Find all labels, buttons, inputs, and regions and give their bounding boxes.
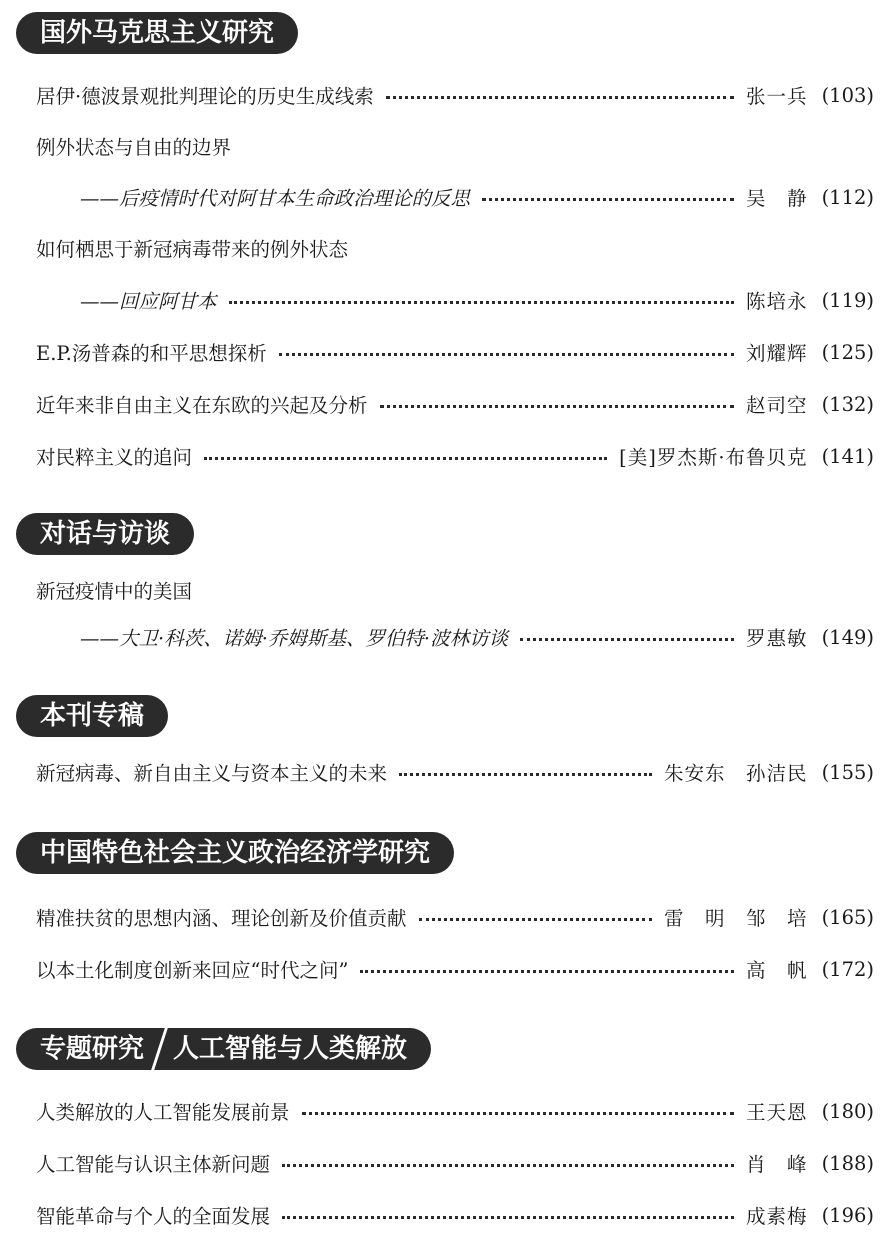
toc-entry[interactable] [36,902,874,932]
entry-subtitle: ——回应阿甘本 [80,290,217,313]
entry-page: (103) [821,83,874,107]
toc-entry[interactable] [36,1200,874,1230]
entry-page: (149) [821,625,874,649]
entry-title: 精准扶贫的思想内涵、理论创新及价值贡献 [36,907,407,930]
entry-title: 近年来非自由主义在东欧的兴起及分析 [36,394,368,417]
dot-leader [399,773,652,776]
entry-title: 新冠病毒、新自由主义与资本主义的未来 [36,762,388,785]
section-heading-label: 中国特色社会主义政治经济学研究 [40,838,431,868]
dot-leader [282,1164,734,1167]
toc-entry[interactable] [36,131,874,161]
entry-page: (125) [821,340,874,364]
entry-title: E.P.汤普森的和平思想探析 [36,342,267,365]
entry-subtitle: ——大卫·科茨、诺姆·乔姆斯基、罗伯特·波林访谈 [80,627,509,650]
toc-entry[interactable] [36,954,874,984]
toc-entry[interactable] [36,1148,874,1178]
entry-title: 对民粹主义的追问 [36,446,193,469]
section-heading-label: 国外马克思主义研究 [40,18,275,48]
entry-author: 朱安东 孙洁民 [664,762,808,785]
dot-leader [520,638,734,641]
section-heading [16,1028,431,1070]
dot-leader [360,970,734,973]
dot-leader [302,1112,735,1115]
entry-page: (165) [821,905,874,929]
entry-title: 例外状态与自由的边界 [36,136,232,159]
entry-author: 高 帆 [746,959,808,982]
entry-title: 如何栖思于新冠病毒带来的例外状态 [36,238,349,261]
entry-author: 成素梅 [746,1205,808,1228]
entry-page: (180) [821,1099,874,1123]
toc-entry[interactable] [36,1096,874,1126]
entry-author: 张一兵 [746,85,808,108]
toc-entry[interactable] [36,441,874,471]
dot-leader [279,353,734,356]
entry-author: 肖 峰 [746,1153,808,1176]
entry-page: (155) [821,760,874,784]
entry-page: (132) [821,392,874,416]
entry-page: (188) [821,1151,874,1175]
toc-entry[interactable] [36,757,874,787]
section-heading-label: 对话与访谈 [40,519,171,549]
heading-divider [151,1027,168,1071]
entry-title: 新冠疫情中的美国 [36,580,193,603]
entry-title: 人工智能与认识主体新问题 [36,1153,271,1176]
entry-page: (119) [821,288,874,312]
entry-page: (196) [821,1203,874,1227]
toc-entry[interactable] [36,182,874,212]
entry-author: 雷 明 邹 培 [664,907,808,930]
entry-author: 赵司空 [746,394,808,417]
dot-leader [419,918,653,921]
entry-author: 罗惠敏 [746,627,808,650]
section-heading-label: 专题研究 [40,1034,145,1064]
toc-entry[interactable] [36,622,874,652]
toc-entry[interactable] [36,337,874,367]
section-heading-sublabel: 人工智能与人类解放 [173,1034,408,1064]
entry-author: 陈培永 [746,290,808,313]
entry-page: (112) [821,185,874,209]
section-heading-label: 本刊专稿 [40,701,145,731]
dot-leader [204,457,607,460]
toc-entry[interactable] [36,389,874,419]
dot-leader [282,1216,734,1219]
section-heading [16,695,168,737]
entry-page: (172) [821,957,874,981]
entry-title: 居伊·德波景观批判理论的历史生成线索 [36,85,374,108]
section-heading [16,12,298,54]
entry-page: (141) [821,444,874,468]
entry-author: 王天恩 [746,1101,808,1124]
entry-subtitle: ——后疫情时代对阿甘本生命政治理论的反思 [80,187,471,210]
dot-leader [482,198,734,201]
dot-leader [229,301,735,304]
section-heading [16,513,194,555]
entry-title: 人类解放的人工智能发展前景 [36,1101,290,1124]
toc-entry[interactable] [36,285,874,315]
dot-leader [386,96,734,99]
entry-title: 智能革命与个人的全面发展 [36,1205,271,1228]
entry-author: 刘耀辉 [746,342,808,365]
entry-author: [美]罗杰斯·布鲁贝克 [619,446,808,469]
entry-title: 以本土化制度创新来回应“时代之问” [36,959,349,982]
dot-leader [380,405,735,408]
section-heading [16,832,454,874]
toc-entry[interactable] [36,80,874,110]
toc-entry[interactable] [36,575,874,605]
toc-entry[interactable] [36,233,874,263]
entry-author: 吴 静 [746,187,808,210]
